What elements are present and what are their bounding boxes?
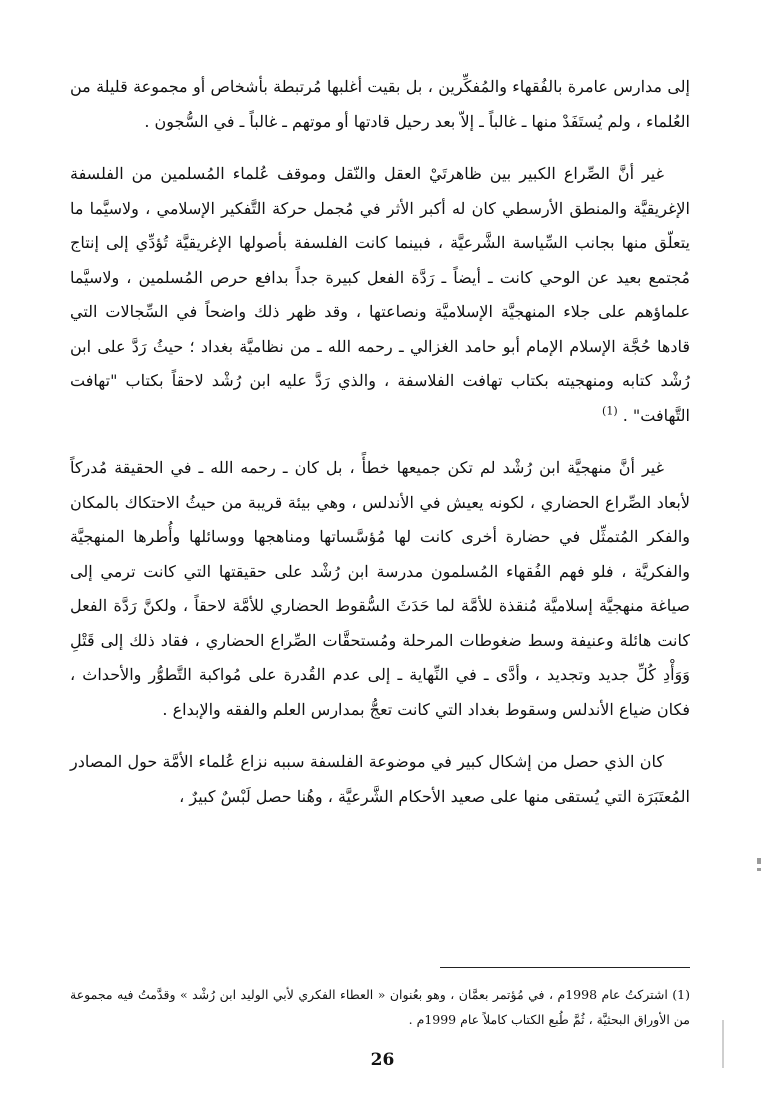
paragraph-text: غير أنَّ الصِّراع الكبير بين ظاهرتَيْ العقل والنّقل وموقف عُلماء المُسلمين من الفلسفة الإغريقيَّة والمنطق الأرسطي كان له أكبر الأثر في مُجمل حركة التَّفكير الإسلامي ، ولاسيَّما ما يتعلّق منها بجانب السِّياسة الشَّرعيَّة ، فبينما كانت الفلسفة بأصولها الإغريقيَّة تُؤدِّي إلى إنتاج مُجتمع بعيد عن الوحي كانت ـ أيضاً ـ رَدَّة الفعل كبيرة جداً بدافع حرص المُسلمين ، ولاسيَّما علماؤهم على جلاء المنهجيَّة الإسلاميَّة ونصاعتها ، وقد ظهر ذلك واضحاً في السِّجالات التي قادها حُجَّة الإسلام الإمام أبو حامد الغزالي ـ رحمه الله ـ من نظاميَّة بغداد ؛ حيثُ رَدَّ على ابن رُشْد كتابه ومنهجيته بكتاب تهافت الفلاسفة ، والذي رَدَّ عليه ابن رُشْد لاحقاً بكتاب "تهافت التَّهافت" .	[70, 164, 691, 425]
margin-speck	[757, 868, 761, 871]
footnote-text: (1) اشتركتُ عام 1998م ، في مُؤتمر بعمَّان ، وهو بعُنوان « العطاء الفكري لأبي الوليد ابن رُشْد » وقدَّمتُ فيه مجموعة من الأوراق البحثيَّة ، ثُمَّ طُبع الكتاب كاملاً عام 1999م .	[70, 987, 690, 1027]
paragraph-continuation: إلى مدارس عامرة بالفُقهاء والمُفكِّرين ، بل بقيت أغلبها مُرتبطة بأشخاص أو مجموعة قليلة من العُلماء ، ولم يُستَفَدْ منها ـ غالباً ـ إلاّ بعد رحيل قادتها أو موتهم ـ غالباً ـ في السُّجون .	[70, 77, 690, 131]
footnote-separator	[440, 967, 690, 968]
paragraph-philosophy-problem: كان الذي حصل من إشكال كبير في موضوعة الفلسفة سببه نزاع عُلماء الأمَّة حول المصادر المُعتَبَرَة التي يُستقى منها على صعيد الأحكام الشَّرعيَّة ، وهُنا حصل لَبْسٌ كبيرٌ ،	[70, 752, 690, 806]
margin-speck	[757, 858, 761, 864]
page-number: 26	[370, 1050, 395, 1070]
paragraph-ibn-rushd: غير أنَّ منهجيَّة ابن رُشْد لم تكن جميعها خطأً ، بل كان ـ رحمه الله ـ في الحقيقة مُدركاً لأبعاد الصِّراع الحضاري ، لكونه يعيش في الأندلس ، وهي بيئة قريبة من حيثُ الاحتكاك بالمكان والفكر المُتمثِّل في حضارة أخرى كانت لها مُؤسَّساتها ومناهجها ووسائلها وأُطرها المنهجيَّة والفكريَّة ، فلو فهم الفُقهاء المُسلمون مدرسة ابن رُشْد على حقيقتها التي كانت ترمي إلى صياغة منهجيَّة إسلاميَّة مُنقذة للأمَّة لما حَدَثَ السُّقوط الحضاري للأمَّة لاحقاً ، ولكنَّ رَدَّة الفعل كانت هائلة وعنيفة وسط ضغوطات المرحلة ومُستحقَّات الصِّراع الحضاري ، فقاد ذلك إلى قَتْلِ وَوَأْدِ كُلِّ جديد وتجديد ، وأدَّى ـ في النِّهاية ـ إلى عدم القُدرة على مُواكبة التَّطوُّر والأحداث ، فكان ضياع الأندلس وسقوط بغداد التي كانت تعجُّ بمدارس العلم والفقه والإبداع .	[70, 458, 690, 719]
margin-scan-mark	[722, 1020, 724, 1068]
main-text	[70, 70, 690, 814]
footnote-reference[interactable]: (1)	[602, 404, 618, 418]
paragraph-reason-vs-tradition	[70, 157, 690, 433]
